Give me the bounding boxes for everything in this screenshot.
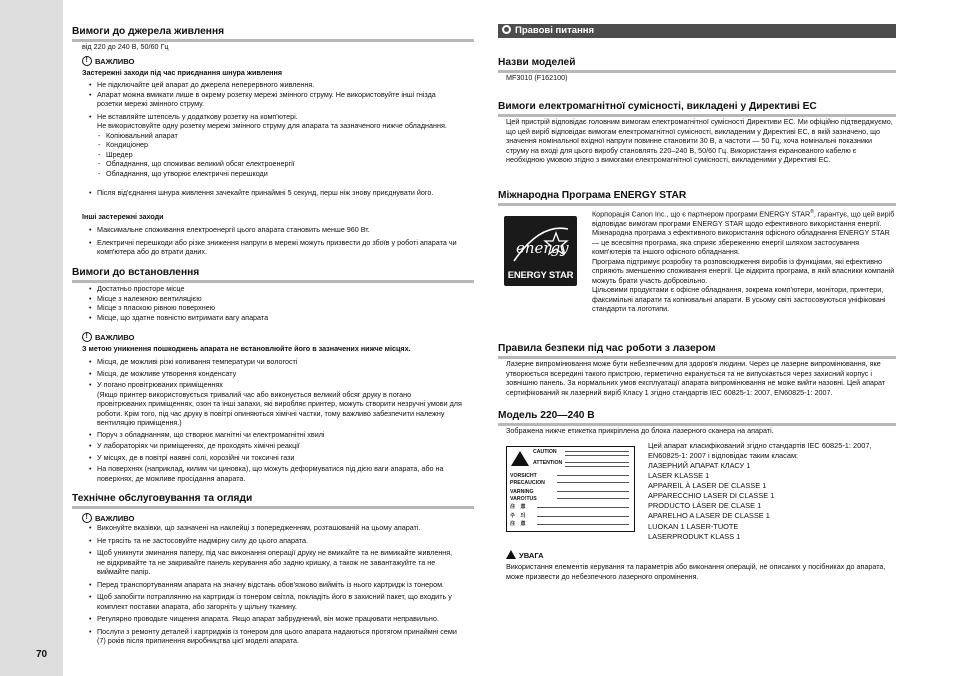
laser-safety-text: Лазерне випромінювання може бути небезпечним для здоров'я людини. Через це лазерне випромінювання, яке утворюється всередині такого пристрою, герметично екранується та не випускається через захисний корпус і зовнішню панель. За нормальних умов експлуатації апарата випромінювання не може вийти назовні. Цей апарат сертифікований як лазерний виріб Класу 1 згідно стандартів IEC 60825-1: 2007, EN60825-1: 2007.: [506, 359, 886, 397]
list-item: • Поруч з обладнанням, що створює магнітні чи електромагнітні хвилі: [72, 430, 462, 440]
power-cord-precautions-list: [72, 80, 462, 197]
model-220-title: Модель 220—240 В: [498, 409, 896, 426]
energy-star-title: Міжнародна Програма ENERGY STAR: [498, 189, 896, 206]
power-cord-precautions-heading: Застережні заходи під час приєднання шнура живлення: [82, 68, 283, 77]
caution-text: Використання елементів керування та параметрів або виконання операцій, не описаних у посібниках до апарата, може призвести до небезпечного лазерного опромінення.: [506, 562, 886, 581]
list-item: • На поверхнях (наприклад, килим чи циновка), що можуть деформуватися під дією ваги апарата, або на поверхнях, де можливе просідання апарата.: [72, 464, 462, 483]
laser-class-item: LASER KLASSE 1: [648, 471, 710, 481]
install-requirements-list: [72, 284, 462, 322]
install-requirements-title: Вимоги до встановлення: [72, 266, 474, 283]
list-item: • Регулярно проводьте чищення апарата. Якщо апарат забруднений, він може працювати неправильно.: [72, 614, 462, 624]
maintenance-list: [72, 523, 462, 646]
other-precautions-list: [72, 225, 462, 257]
power-requirements-title: Вимоги до джерела живлення: [72, 25, 474, 42]
install-important-label: !ВАЖЛИВО: [82, 332, 134, 343]
list-item: • Місце, що здатне повністю витримати вагу апарата: [72, 313, 462, 323]
laser-safety-title: Правила безпеки під час роботи з лазером: [498, 342, 896, 359]
maintenance-title: Технічне обслуговування та огляди: [72, 492, 474, 509]
list-item: - Обладнання, що утворює електричні перешкоди: [97, 169, 462, 179]
list-item: • Послуги з ремонту деталей і картриджів із тонером для цього апарата надаються протягом принаймні семи (7) років після припинення виробництва цієї моделі апарата.: [72, 627, 462, 646]
energy-star-swoosh-icon: [510, 221, 572, 269]
list-item: - Обладнання, що споживає великий обсяг електроенергії: [97, 159, 462, 169]
list-item: • Після від'єднання шнура живлення зачекайте принаймні 5 секунд, перш ніж знову приєднувати його.: [72, 188, 462, 198]
list-item: • Не вставляйте штепсель у додаткову розетку на комп'ютері. Не використовуйте одну розетку мережі змінного струму для апарата та зазначеного нижче обладнання. - Копіювальний апарат - Кондиціонер - Шредер - Обладнання, що споживає великий обсяг електроенергії - Обладнання, що утворює електричні перешкоди: [72, 112, 462, 188]
install-avoid-list: [72, 357, 462, 483]
model-names-title: Назви моделей: [498, 56, 896, 73]
maintenance-important-label: !ВАЖЛИВО: [82, 513, 134, 524]
important-icon: [82, 513, 92, 523]
list-item: • Виконуйте вказівки, що зазначені на наклейці з попередженням, розташованій на цьому апараті.: [72, 523, 462, 533]
laser-class-item: APARELHO A LASER DE CLASSE 1: [648, 511, 770, 521]
list-item: • Не трясіть та не застосовуйте надмірну силу до цього апарата.: [72, 536, 462, 546]
list-item: • У погано провітрюваних приміщеннях (Якщо принтер використовується тривалий час або виконується великий обсяг друку в погано провітрюваних приміщеннях, озон та інші запахи, які виробляє принтер, можуть створити незручні умови для роботи. Крім того, під час друку в повітрі опиняються хімічні частки, тому важливо забезпечити належну вентиляцію приміщення.): [72, 380, 462, 428]
label-intro: Зображена нижче етикетка прикріплена до блока лазерного сканера на апараті.: [506, 426, 774, 435]
laser-class-item: LASERPRODUKT KLASS 1: [648, 531, 741, 541]
laser-class-item: LUOKAN 1 LASER-TUOTE: [648, 521, 739, 531]
energy-para-4: Цільовими продуктами є офісне обладнання, зокрема комп'ютери, монітори, принтери, факсимільні апарати та копіювальні апарати. В усьому світі застосовуються уніфіковані стандарти та логотипи.: [592, 285, 886, 314]
energy-para-2: Міжнародна програма з ефективного використання офісного обладнання ENERGY STAR — це всесвітня програма, яка сприяє збереженню енергії шляхом застосування комп'ютерів та іншого офісного обладнання.: [592, 228, 890, 257]
emc-title: Вимоги електромагнітної сумісності, викладені у Директиві ЕС: [498, 100, 896, 117]
list-item: • Щоб запобігти потраплянню на картридж із тонером світла, покладіть його в захисний пакет, що входить у комплект поставки апарата, або загорніть у щільну тканину.: [72, 592, 462, 611]
energy-para-1: Корпорація Canon Inc., що є партнером програми ENERGY STAR®, гарантує, що цей виріб відповідає вимогам програми ENERGY STAR щодо ефективного використання енергії.: [592, 209, 895, 228]
bullet-circle-icon: [502, 25, 511, 34]
other-precautions-heading: Інші застережні заходи: [82, 212, 164, 221]
important-icon: [82, 332, 92, 342]
list-item: • Достатньо просторе місце: [72, 284, 462, 294]
list-item: • Апарат можна вмикати лише в окрему розетку мережі змінного струму. Не використовуйте інші гнізда розетки мережі змінного струму.: [72, 90, 462, 109]
page-margin-strip: [0, 0, 63, 676]
laser-class-item: PRODUCTO LÁSER DE CLASE 1: [648, 501, 762, 511]
list-item: • Не підключайте цей апарат до джерела неперервного живлення.: [72, 80, 462, 90]
class-intro: Цей апарат класифікований згідно стандартів IEC 60825-1: 2007, EN60825-1: 2007 і відповідає таким класам:: [648, 441, 872, 461]
list-item: - Копіювальний апарат: [97, 131, 462, 141]
list-item: • Максимальне споживання електроенергії цього апарата становить менше 960 Вт.: [72, 225, 462, 235]
laser-class-item: APPARECCHIO LASER DI CLASSE 1: [648, 491, 775, 501]
list-item: - Шредер: [97, 150, 462, 160]
laser-class-item: ЛАЗЕРНИЙ АПАРАТ КЛАСУ 1: [648, 461, 751, 471]
svg-text:energy: energy: [516, 239, 569, 257]
warning-triangle-icon: [511, 451, 529, 466]
list-item: • У місцях, де в повітрі наявні солі, корозійні чи токсичні гази: [72, 453, 462, 463]
legal-banner: Правові питання: [498, 24, 896, 38]
laser-class-item: APPAREIL À LASER DE CLASSE 1: [648, 481, 767, 491]
laser-caution-label: CAUTION ATTENTION VORSICHT PRECAUCION VARNING VARO!TUS 注 意 주 의 注 意: [506, 446, 635, 532]
power-spec: від 220 до 240 В, 50/60 Гц: [82, 42, 169, 51]
list-item: • Щоб уникнути зминання паперу, під час виконання операції друку не вмикайте та не вимикайте живлення, не відкривайте та не закривайте панель керування або задню кришку, а також не завантажуйте та не виймайте папір.: [72, 548, 462, 577]
list-item: • Перед транспортуванням апарата на значну відстань обов'язково вийміть із нього картридж із тонером.: [72, 580, 462, 590]
list-item: • Місця, де можливе утворення конденсату: [72, 369, 462, 379]
list-item: • Електричні перешкоди або різке зниження напруги в мережі можуть призвести до збоїв у роботі апарата чи комп'ютера або до втрати даних.: [72, 238, 462, 257]
model-name: MF3010 (F162100): [506, 73, 568, 82]
important-icon: [82, 56, 92, 66]
list-item: • Місце з належною вентиляцією: [72, 294, 462, 304]
warning-icon: [506, 550, 516, 559]
emc-text: Цей пристрій відповідає головним вимогам електромагнітної сумісності Директиви ЕС. Ми офіційно підтверджуємо, що цей виріб відповідає вимогам електромагнітної сумісності, викладеним у Директиві ЕС, в якій зазначено, що значення номінальної вхідної напруги повинне становити 30 В, а частоти — 50 Гц, хоча номінальні показники струму на вході для цього виробу становлять 220–240 В, 50/60 Гц. Використання екранованого кабелю є необхідною умовою згідно з вимогами електромагнітної сумісності, викладеними у Директиві ЕС.: [506, 117, 893, 164]
laser-class-text: [648, 441, 893, 542]
list-item: • У лабораторіях чи приміщеннях, де проходять хімічні реакції: [72, 441, 462, 451]
power-important-label: !ВАЖЛИВО: [82, 56, 134, 67]
list-item: • Місце з пласкою рівною поверхнею: [72, 303, 462, 313]
energy-star-text: [592, 209, 896, 314]
page-number: 70: [36, 649, 48, 660]
equipment-dash-list: [97, 131, 462, 179]
caution-label: УВАГА: [506, 550, 544, 561]
install-avoid-heading: З метою уникнення пошкоджень апарата не встановлюйте його в зазначених нижче місцях.: [82, 344, 411, 353]
energy-para-3: Програма підтримує розробку та розповсюдження виробів із функціями, які ефективно сприяють зменшенню споживання енергії. Це відкрита програма, в якій власники компаній можуть брати участь добровільно.: [592, 256, 895, 285]
list-item: - Кондиціонер: [97, 140, 462, 150]
energy-star-logo: energy ENERGY STAR: [504, 216, 577, 286]
list-item: • Місця, де можливі різкі коливання температури чи вологості: [72, 357, 462, 367]
